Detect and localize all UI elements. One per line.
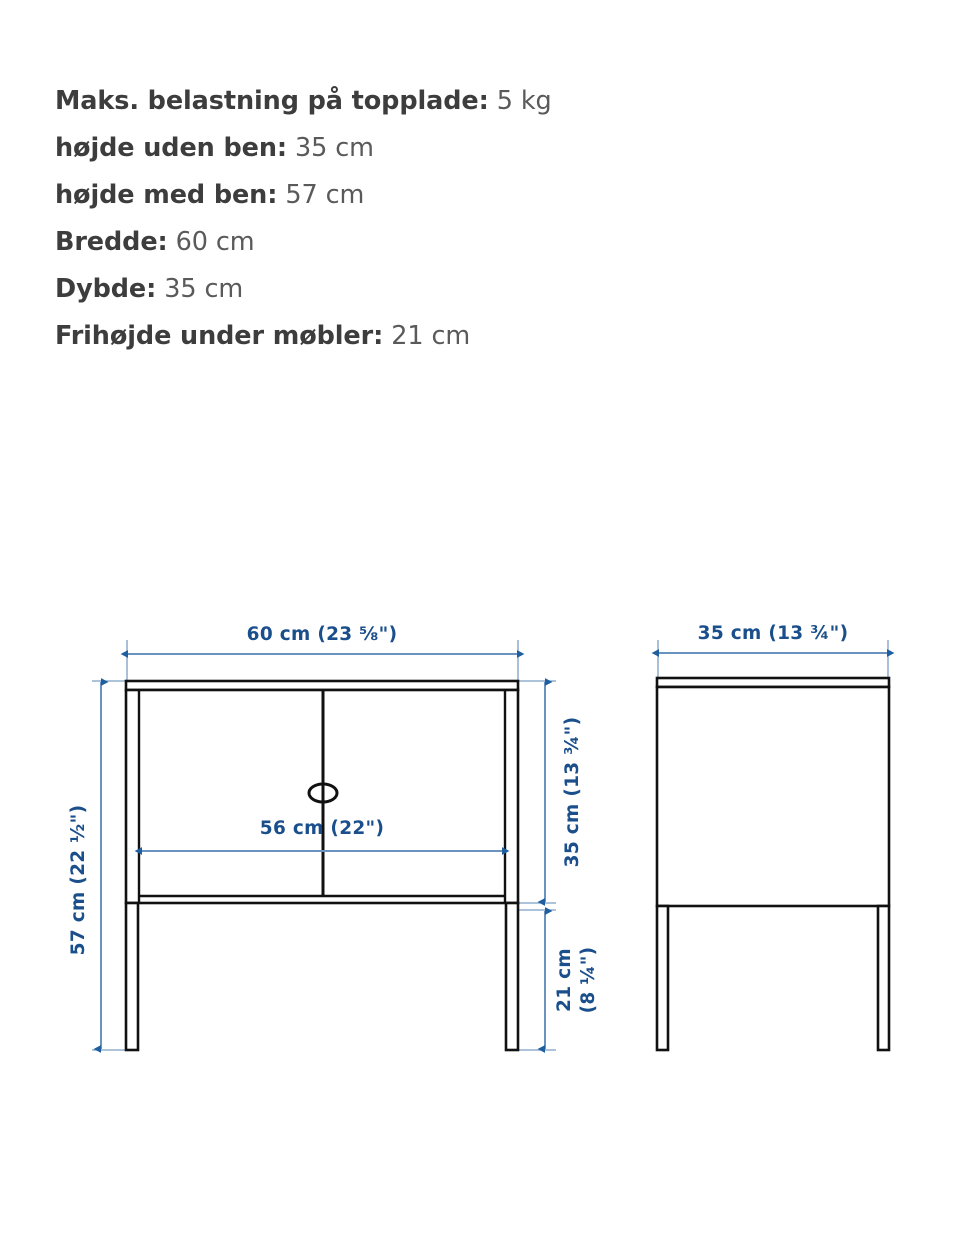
- spec-value: 57 cm: [285, 180, 365, 210]
- side-left-leg: [657, 906, 668, 1050]
- leg-clearance-dimension-label-line1: 21 cm: [554, 948, 575, 1012]
- side-right-leg: [878, 906, 889, 1050]
- spec-label: højde uden ben:: [55, 133, 287, 163]
- spec-row: [55, 172, 895, 219]
- side-top-plate-slab: [657, 678, 889, 687]
- spec-row: [55, 125, 895, 172]
- spec-value: 60 cm: [175, 227, 255, 257]
- width-dimension-label: 60 cm (23 ⅝"): [246, 624, 398, 645]
- spec-row: [55, 219, 895, 266]
- spec-row: [55, 313, 895, 360]
- spec-value: 21 cm: [391, 321, 471, 351]
- specification-list: [55, 78, 895, 360]
- front-left-leg: [126, 903, 138, 1050]
- door-handle-icon: [309, 782, 337, 804]
- total-height-dimension-label: 57 cm (22 ½"): [68, 804, 89, 956]
- spec-label: Frihøjde under møbler:: [55, 321, 384, 351]
- cabinet-height-dimension-label: 35 cm (13 ¾"): [562, 716, 583, 868]
- spec-value: 35 cm: [295, 133, 374, 163]
- dimension-diagram: [0, 600, 960, 1080]
- spec-label: Maks. belastning på topplade:: [55, 86, 489, 116]
- front-right-leg: [506, 903, 518, 1050]
- front-top-plate-slab: [126, 681, 518, 690]
- side-witness-lines: [658, 640, 888, 682]
- spec-label: Bredde:: [55, 227, 168, 257]
- spec-row: [55, 78, 895, 125]
- side-view-drawing: [657, 623, 889, 1050]
- spec-label: højde med ben:: [55, 180, 278, 210]
- spec-row: [55, 266, 895, 313]
- inner-width-dimension-label: 56 cm (22"): [259, 818, 385, 839]
- depth-dimension-label: 35 cm (13 ¾"): [697, 623, 849, 644]
- spec-label: Dybde:: [55, 274, 157, 304]
- leg-clearance-dimension-label-line2: (8 ¼"): [578, 946, 599, 1014]
- spec-value: 5 kg: [496, 86, 552, 116]
- front-view-drawing: [68, 624, 599, 1050]
- spec-value: 35 cm: [164, 274, 244, 304]
- side-carcass: [657, 687, 889, 906]
